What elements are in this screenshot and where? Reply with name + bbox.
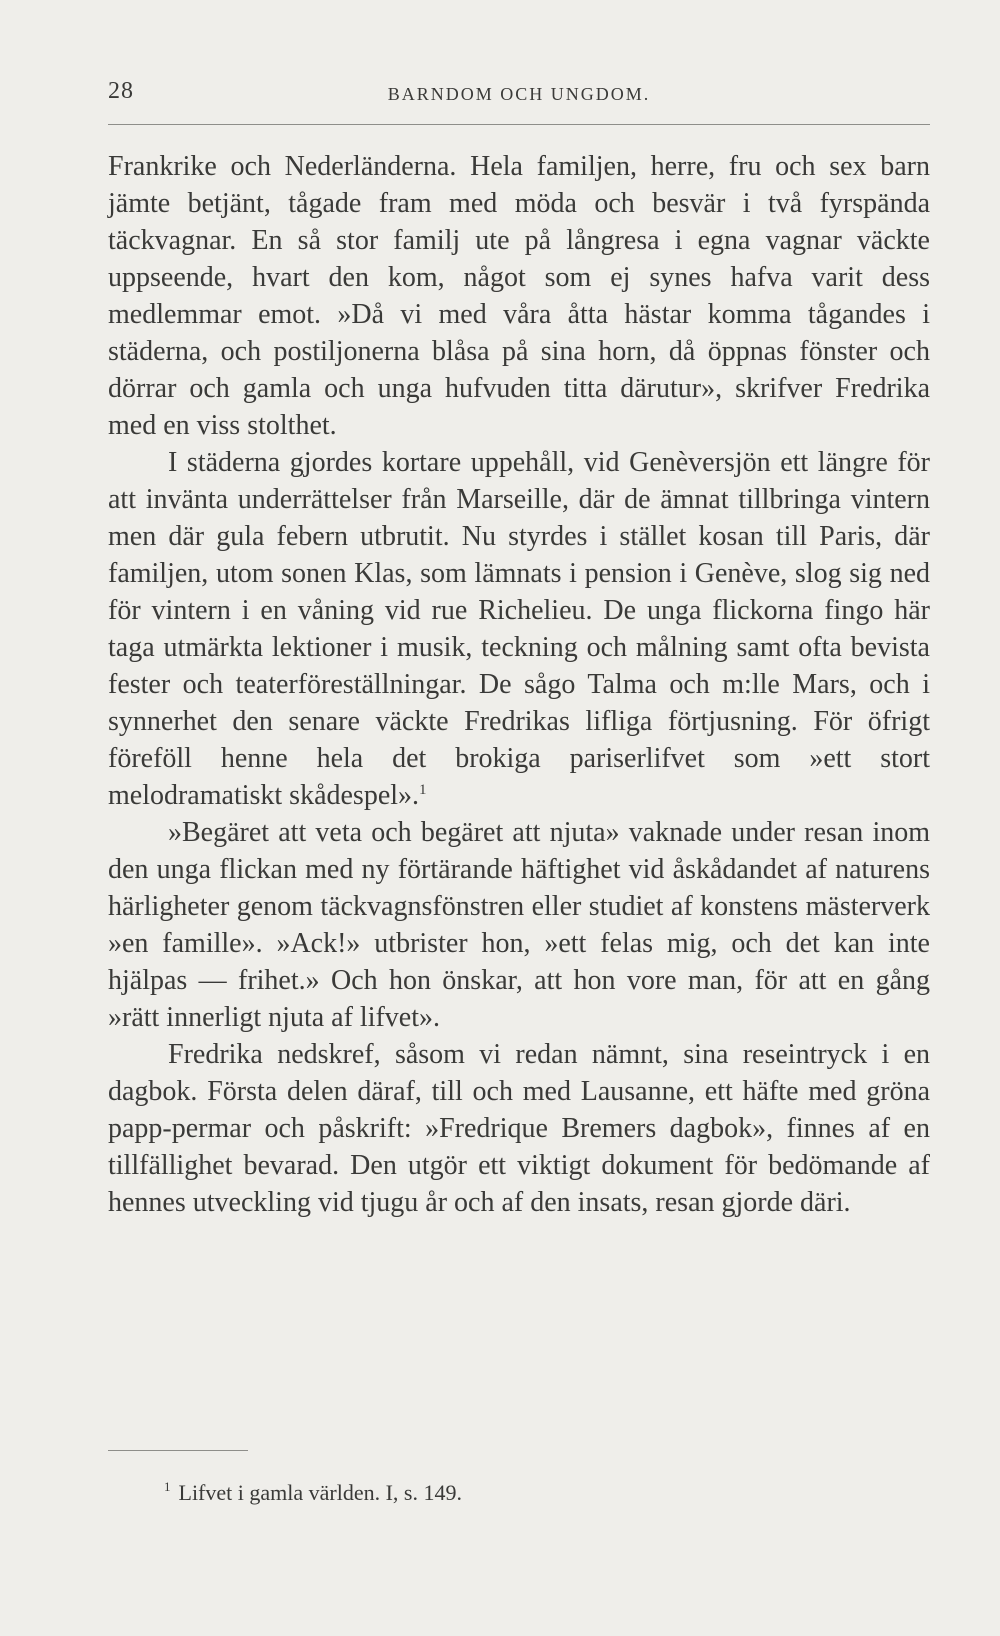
header-rule [108,124,930,125]
paragraph-2-text: I städerna gjordes kortare uppehåll, vid Genèversjön ett längre för att invänta underrättelser från Marseille, där de ämnat tillbringa vintern men där gula febern utbrutit. Nu styrdes i stället kosan till Paris, där familjen, utom sonen Klas, som lämnats i pension i Genève, slog sig ned för vintern i en våning vid rue Richelieu. De unga flickorna fingo här taga utmärkta lektioner i musik, teckning och målning samt ofta bevista fester och teaterföreställningar. De sågo Talma och m:lle Mars, och i synnerhet den senare väckte Fredrikas lifliga förtjusning. För öfrigt föreföll henne hela det brokiga pariserlifvet som »ett stort melodramatiskt skådespel». [108,447,930,811]
footnote [164,1478,864,1508]
paragraph-4-text: Fredrika nedskref, såsom vi redan nämnt, sina reseintryck i en dagbok. Första delen däraf, till och med Lausanne, ett häfte med gröna papp-permar och påskrift: »Fredrique Bremers dagbok», finnes af en tillfällighet bevarad. Den utgör ett viktigt dokument för bedömande af hennes utveckling vid tjugu år och af den insats, resan gjorde däri. [108,1039,930,1218]
page-header [108,78,930,118]
paragraph-1 [108,148,930,444]
page-number: 28 [108,78,134,104]
body-text [108,148,930,1221]
footnote-reference: 1 [419,782,427,798]
footnote-rule [108,1450,248,1451]
paragraph-4 [108,1036,930,1221]
footnote-text: Lifvet i gamla världen. I, s. 149. [178,1480,462,1505]
paragraph-3 [108,814,930,1036]
paragraph-1-text: Frankrike och Nederländerna. Hela familjen, herre, fru och sex barn jämte betjänt, tågade fram med möda och besvär i två fyrspända täckvagnar. En så stor familj ute på långresa i egna vagnar väckte uppseende, hvart den kom, något som ej synes hafva varit dess medlemmar emot. »Då vi med våra åtta hästar komma tågandes i städerna, och postiljonerna blåsa på sina horn, då öppnas fönster och dörrar och gamla och unga hufvuden titta därutur», skrifver Fredrika med en viss stolthet. [108,151,930,441]
running-title: BARNDOM OCH UNGDOM. [387,84,651,104]
paragraph-2 [108,444,930,814]
footnote-mark: 1 [164,1479,171,1494]
paragraph-3-text: »Begäret att veta och begäret att njuta» vaknade under resan inom den unga flickan med ny förtärande häftighet vid åskådandet af naturens härligheter genom täckvagnsfönstren eller studiet af konstens mästerverk »en famille». »Ack!» utbrister hon, »ett felas mig, och det kan inte hjälpas — frihet.» Och hon önskar, att hon vore man, för att en gång »rätt innerligt njuta af lifvet». [108,817,930,1033]
